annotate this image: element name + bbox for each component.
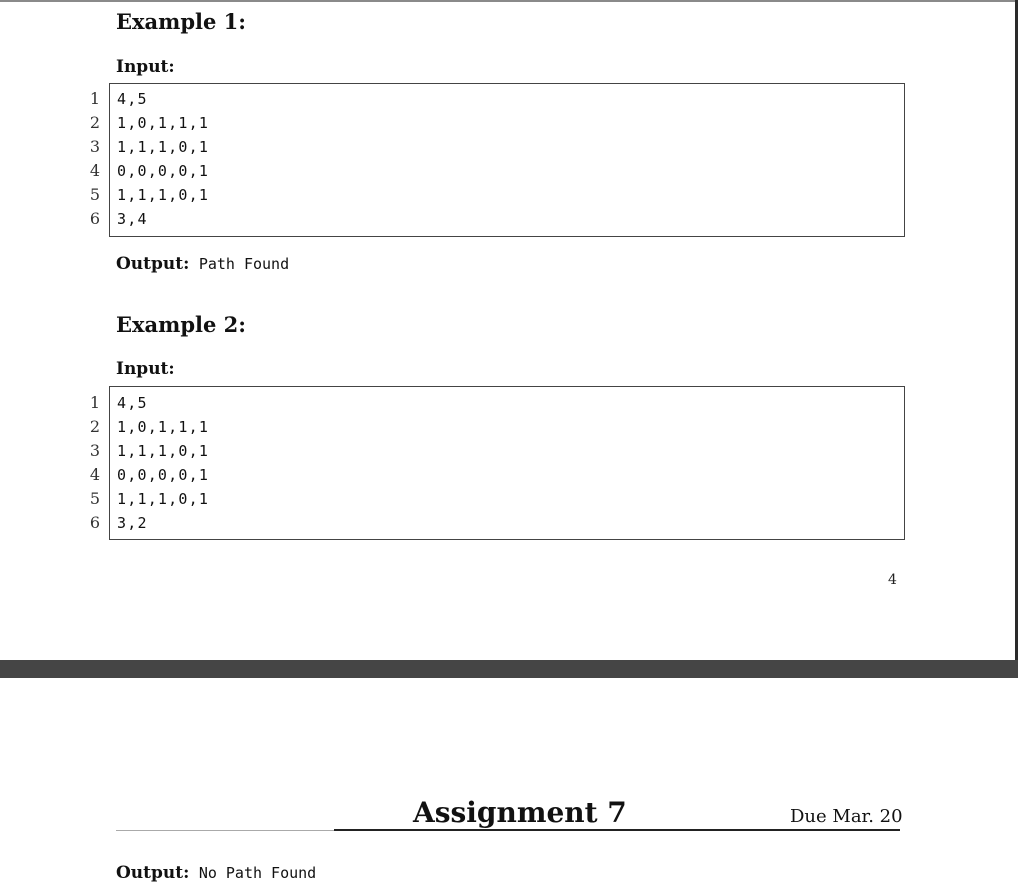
line-number: 2 <box>89 113 100 132</box>
code-text: 3,4 <box>117 210 148 228</box>
pdf-page-5 <box>0 678 1018 885</box>
page-number: 4 <box>888 572 897 588</box>
line-number: 2 <box>89 417 100 436</box>
due-date: Due Mar. 20 <box>790 806 903 827</box>
page-separator <box>0 660 1018 678</box>
line-number: 5 <box>89 489 100 508</box>
code-text: 1,0,1,1,1 <box>117 418 210 436</box>
code-text: 1,0,1,1,1 <box>117 114 210 132</box>
line-number: 1 <box>89 393 100 412</box>
line-number: 5 <box>89 185 100 204</box>
output-label: Output: <box>116 254 190 274</box>
output-value: No Path Found <box>198 864 317 882</box>
line-number: 3 <box>89 137 100 156</box>
example-1-code-block <box>89 83 905 237</box>
code-text: 1,1,1,0,1 <box>117 490 210 508</box>
example-1-input-label: Input: <box>116 57 175 77</box>
line-number: 3 <box>89 441 100 460</box>
example-2-code-block <box>89 386 905 540</box>
assignment-title: Assignment 7 <box>413 796 627 829</box>
example-2-heading: Example 2: <box>116 312 247 337</box>
line-number: 6 <box>89 513 100 532</box>
example-2-output <box>116 863 316 883</box>
example-1-output <box>116 254 289 274</box>
line-number: 4 <box>89 161 100 180</box>
code-text: 1,1,1,0,1 <box>117 186 210 204</box>
line-number: 4 <box>89 465 100 484</box>
code-text: 1,1,1,0,1 <box>117 442 210 460</box>
code-text: 1,1,1,0,1 <box>117 138 210 156</box>
line-number: 6 <box>89 209 100 228</box>
header-rule <box>334 829 900 831</box>
output-label: Output: <box>116 863 190 883</box>
line-number: 1 <box>89 89 100 108</box>
code-text: 4,5 <box>117 394 148 412</box>
header-rule-light <box>116 830 334 831</box>
code-text: 3,2 <box>117 514 148 532</box>
example-1-heading: Example 1: <box>116 9 247 34</box>
code-text: 4,5 <box>117 90 148 108</box>
code-text: 0,0,0,0,1 <box>117 466 210 484</box>
example-2-input-label: Input: <box>116 359 175 379</box>
code-text: 0,0,0,0,1 <box>117 162 210 180</box>
output-value: Path Found <box>198 255 290 273</box>
